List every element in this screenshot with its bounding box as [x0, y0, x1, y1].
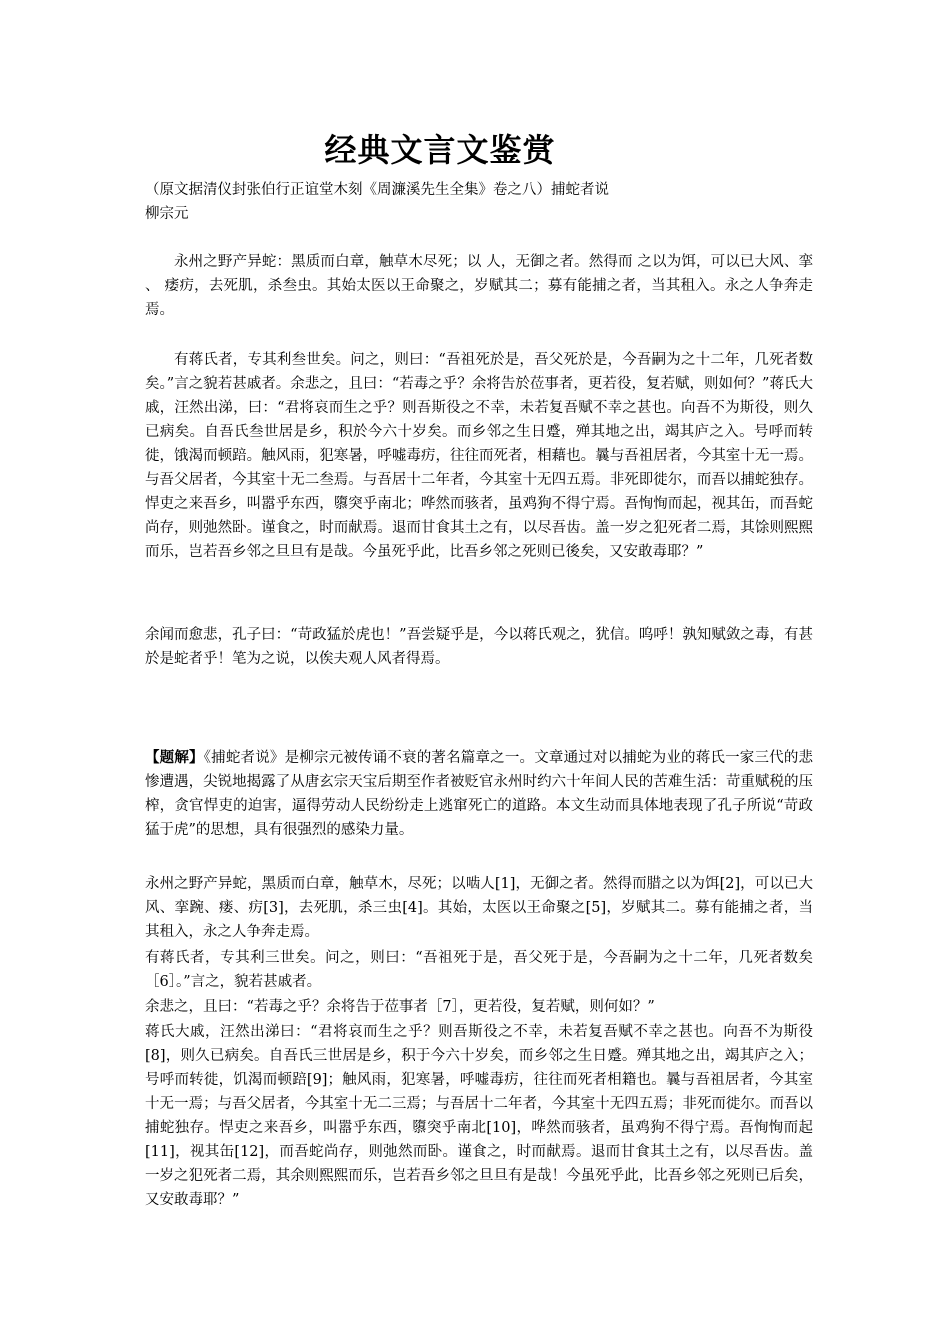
original-paragraph-3: 余闻而愈悲，孔子曰：“苛政猛於虎也！”吾尝疑乎是，今以蒋氏观之，犹信。呜呼！孰知赋敛之毒，有甚於是蛇者乎！笔为之说，以俟夫观人风者得焉。: [145, 627, 813, 667]
original-paragraph-2: 有蒋氏者，专其利叁世矣。问之，则曰：“吾祖死於是，吾父死於是，今吾嗣为之十二年，几死者数矣。”言之貌若甚戚者。余悲之，且曰：“若毒之乎？余将告於莅事者，更若役，复若赋，则如何？”蒋氏大戚，汪然出涕，曰：“君将哀而生之乎？则吾斯役之不幸，未若复吾赋不幸之甚也。向吾不为斯役，则久已病矣。自吾氏叁世居是乡，积於今六十岁矣。而乡邻之生日蹙，殚其地之出，竭其庐之入。号呼而转徙，饿渴而顿踣。触风雨，犯寒暑，呼嘘毒疠，往往而死者，相藉也。曩与吾祖居者，今其室十无一焉。与吾父居者，今其室十无二叁焉。与吾居十二年者，今其室十无四五焉。非死即徙尔，而吾以捕蛇独存。悍吏之来吾乡，叫嚣乎东西，隳突乎南北；哗然而骇者，虽鸡狗不得宁焉。吾恂恂而起，视其缶，而吾蛇尚存，则弛然卧。谨食之，时而献焉。退而甘食其土之有，以尽吾齿。盖一岁之犯死者二焉，其馀则熙熙而乐，岂若吾乡邻之旦旦有是哉。今虽死乎此，比吾乡邻之死则已後矣，又安敢毒耶？”: [145, 352, 813, 560]
annotated-paragraph-1: 永州之野产异蛇，黑质而白章，触草木，尽死；以啮人[1]，无御之者。然得而腊之以为饵[2]，可以已大风、挛踠、瘘、疠[3]，去死肌，杀三虫[4]。其始，太医以王命聚之[5]，岁赋其二。募有能捕之者，当其租入，永之人争奔走焉。: [145, 876, 813, 940]
author-name: 柳宗元: [145, 206, 189, 222]
annotated-paragraph-2: 有蒋氏者，专其利三世矣。问之，则曰：“吾祖死于是，吾父死于是，今吾嗣为之十二年，几死者数矣［6］。”言之，貌若甚戚者。: [145, 950, 813, 990]
original-paragraph-1: 永州之野产异蛇：黑质而白章，触草木尽死；以 人，无御之者。然得而 之以为饵，可以已大风、挛 、 痿疠，去死肌，杀叁虫。其始太医以王命聚之，岁赋其二；募有能捕之者，当其租入。永之人争奔走焉。: [145, 254, 813, 318]
annotated-paragraph-3: 余悲之，且曰：“若毒之乎？余将告于莅事者［7］，更若役，复若赋，则何如？”: [145, 999, 655, 1015]
analysis-text: 《捕蛇者说》是柳宗元被传诵不衰的著名篇章之一。文章通过对以捕蛇为业的蒋氏一家三代的悲惨遭遇，尖锐地揭露了从唐玄宗天宝后期至作者被贬官永州时约六十年间人民的苦难生活：苛重赋税的压榨，贪官悍吏的迫害，逼得劳动人民纷纷走上逃窜死亡的道路。本文生动而具体地表现了孔子所说“苛政猛于虎”的思想，具有很强烈的感染力量。: [145, 750, 813, 838]
document-title: 经典文言文鉴赏: [324, 131, 556, 169]
source-note: （原文据清仪封张伯行正谊堂木刻《周濂溪先生全集》卷之八）捕蛇者说: [145, 182, 609, 198]
analysis-paragraph: [145, 746, 813, 842]
analysis-tag: 【题解】: [145, 749, 204, 766]
annotated-paragraph-4: 蒋氏大戚，汪然出涕曰：“君将哀而生之乎？则吾斯役之不幸，未若复吾赋不幸之甚也。向吾不为斯役[8]，则久已病矣。自吾氏三世居是乡，积于今六十岁矣，而乡邻之生日蹙。殚其地之出，竭其庐之入；号呼而转徙，饥渴而顿踣[9]；触风雨，犯寒暑，呼嘘毒疠，往往而死者相籍也。曩与吾祖居者，今其室十无一焉；与吾父居者，今其室十无二三焉；与吾居十二年者，今其室十无四五焉；非死而徙尔。而吾以捕蛇独存。悍吏之来吾乡，叫嚣乎东西，隳突乎南北[10]，哗然而骇者，虽鸡狗不得宁焉。吾恂恂而起[11]，视其缶[12]，而吾蛇尚存，则弛然而卧。谨食之，时而献焉。退而甘食其土之有，以尽吾齿。盖一岁之犯死者二焉，其余则熙熙而乐，岂若吾乡邻之旦旦有是哉！今虽死乎此，比吾乡邻之死则已后矣，又安敢毒耶？”: [145, 1024, 813, 1208]
